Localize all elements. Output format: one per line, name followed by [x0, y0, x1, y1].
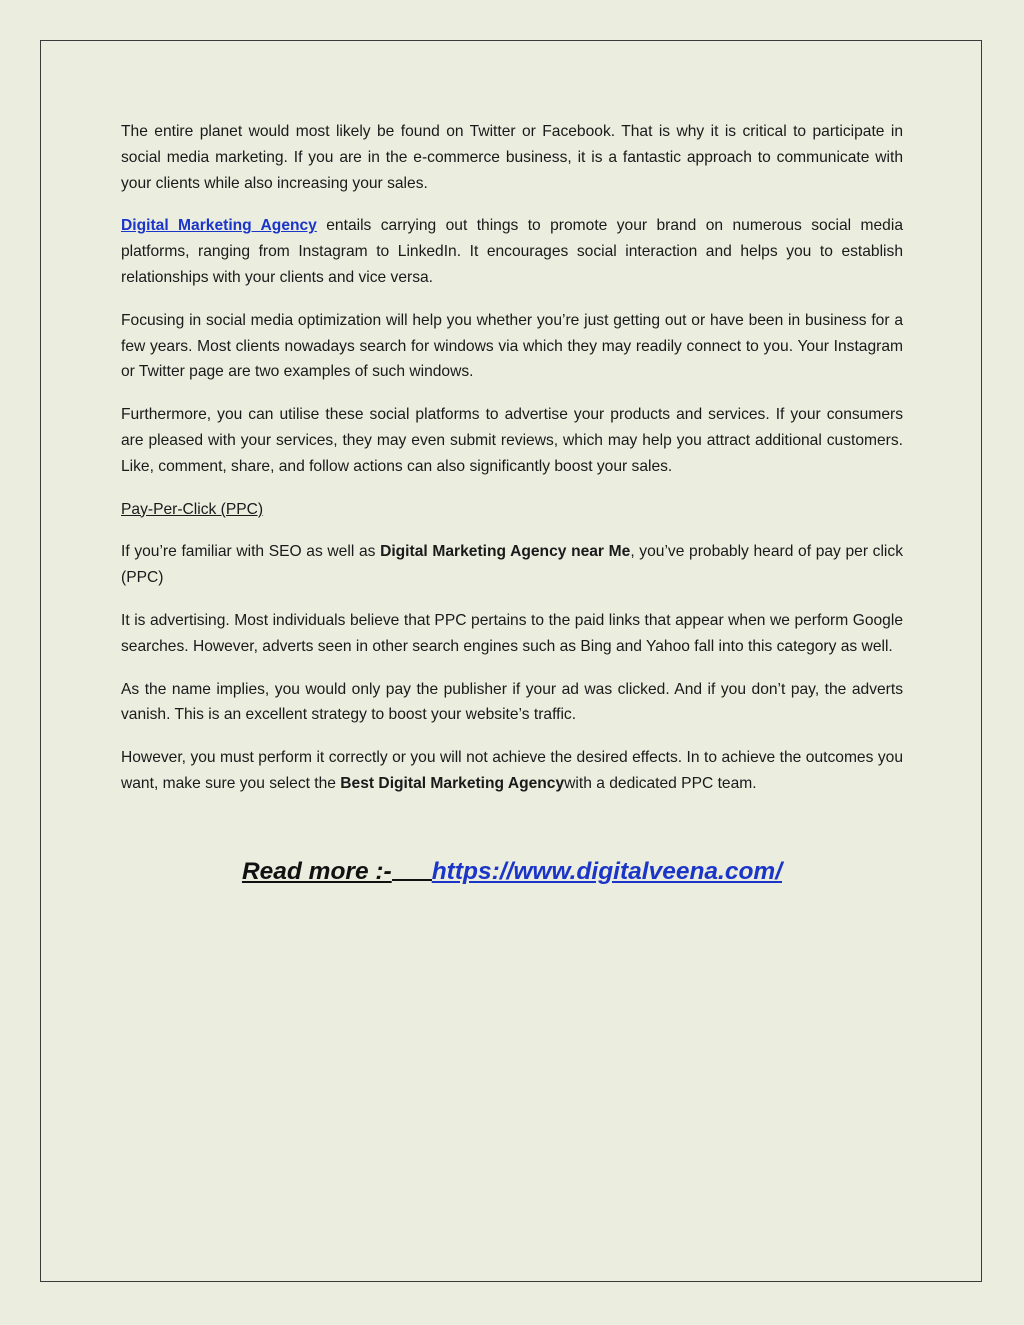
paragraph-advertising: It is advertising. Most individuals believe that PPC pertains to the paid links that appear when we perform Google searches. However, adverts seen in other search engines such as Bing and Yahoo fall into this category as well.: [121, 611, 903, 655]
paragraph-agency-text: entails carrying out things to promote your brand on numerous social media platforms, ranging from Instagram to LinkedIn. It encourages social interaction and helps you to establish relationships with your clients and vice versa.: [121, 217, 903, 286]
ppc-heading: [121, 497, 903, 523]
paragraph-conclusion-start: However, you must perform it correctly or you will not achieve the desired effects. In to achieve the outcomes you want, make sure you select the: [121, 749, 903, 792]
paragraph-seo: [121, 539, 903, 591]
agency-near-me-text: Digital Marketing Agency near Me: [380, 543, 631, 561]
best-agency-text: Best Digital Marketing Agency: [340, 774, 565, 792]
paragraph-platforms: Furthermore, you can utilise these social platforms to advertise your products and services. If your consumers are pleased with your services, they may even submit reviews, which may help you attract additional customers. Like, comment, share, and follow actions can also significantly boost your sales.: [121, 406, 903, 475]
ppc-heading-text: Pay-Per-Click (PPC): [121, 500, 264, 518]
read-more-label: Read more :-: [241, 858, 392, 885]
paragraph-conclusion-end: with a dedicated PPC team.: [564, 774, 757, 792]
read-more-underline-gap: [392, 857, 432, 881]
digital-marketing-agency-link[interactable]: Digital Marketing Agency: [121, 217, 317, 235]
paragraph-pay-publisher: As the name implies, you would only pay the publisher if your ad was clicked. And if you don’t pay, the adverts vanish. This is an excellent strategy to boost your website’s traffic.: [121, 680, 903, 724]
paragraph-optimization: Focusing in social media optimization will help you whether you’re just getting out or have been in business for a few years. Most clients nowadays search for windows via which they may readily connect to you. Your Instagram or Twitter page are two examples of such windows.: [121, 311, 903, 381]
read-more-line: [0, 855, 1024, 889]
paragraph-seo-start: If you’re familiar with SEO as well as: [121, 543, 381, 561]
paragraph-seo-end: , you’ve probably heard of pay per click (PPC): [121, 543, 903, 587]
article-body: [121, 119, 903, 814]
paragraph-agency: [121, 213, 903, 290]
paragraph-intro: The entire planet would most likely be found on Twitter or Facebook. That is why it is critical to participate in social media marketing. If you are in the e-commerce business, it is a fantastic approach to communicate with your clients while also increasing your sales.: [121, 123, 903, 192]
paragraph-conclusion: [121, 745, 903, 797]
read-more-link[interactable]: https://www.digitalveena.com/: [431, 858, 783, 885]
